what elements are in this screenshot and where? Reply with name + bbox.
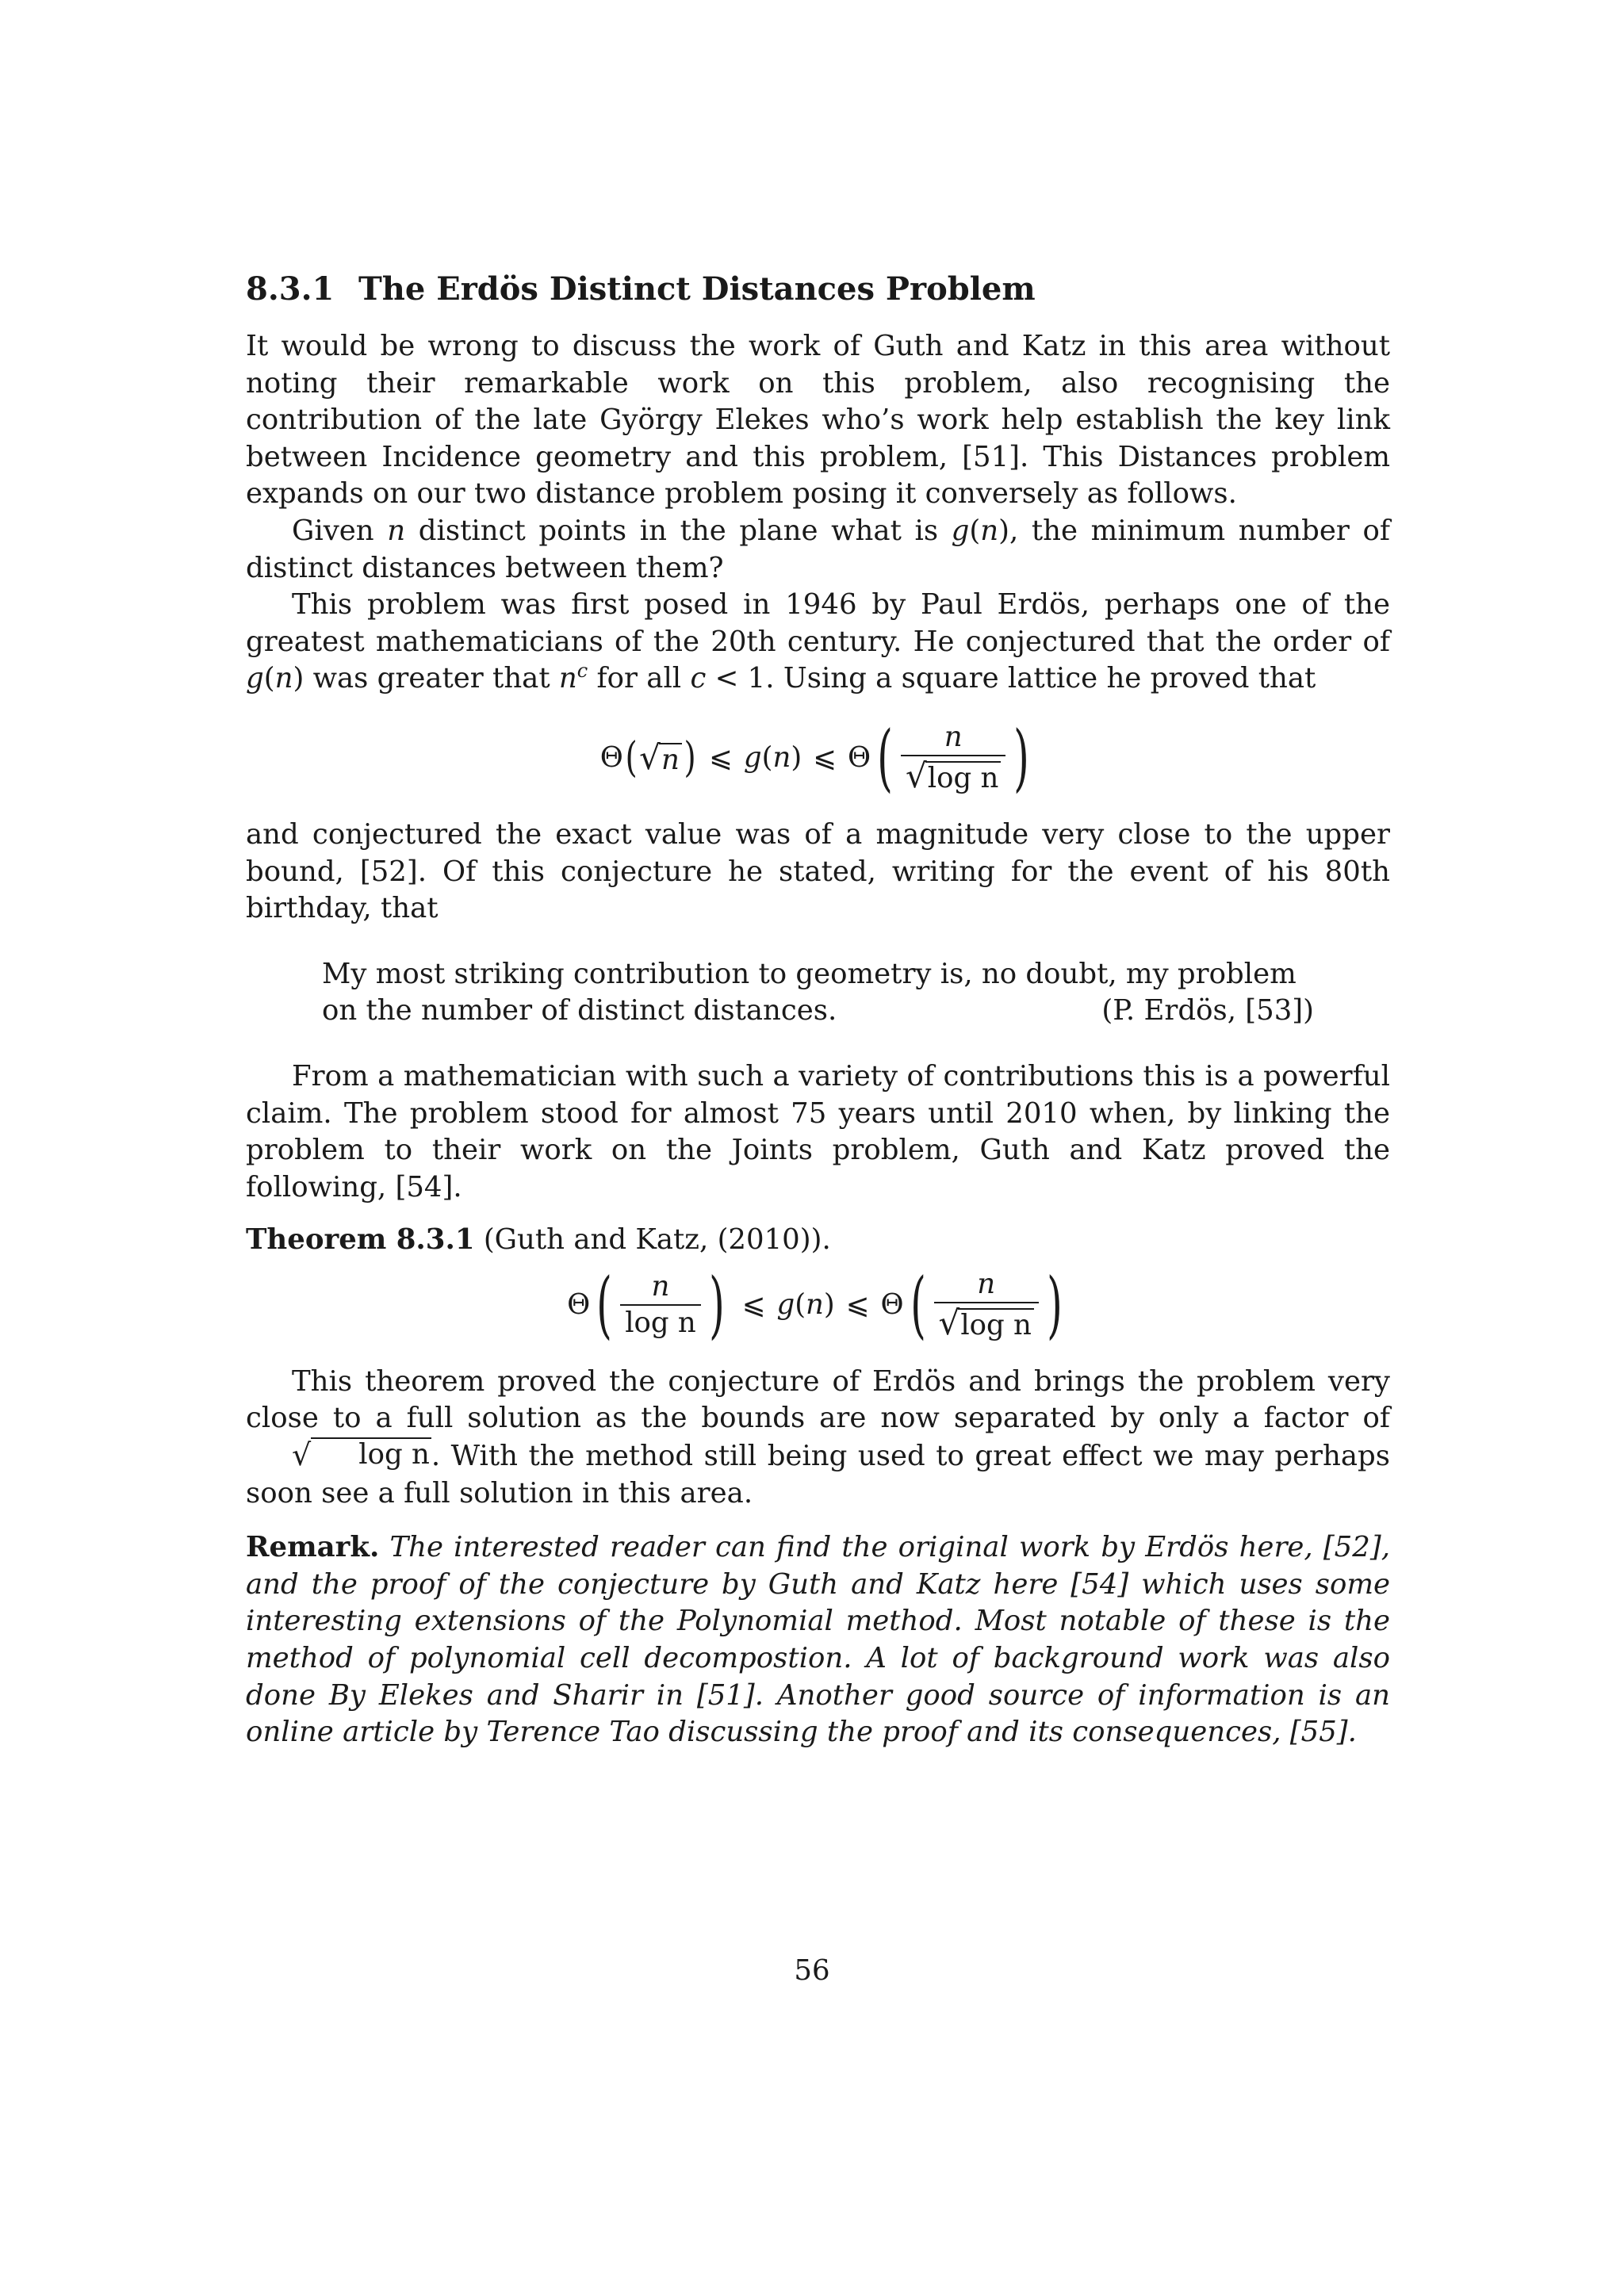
quote-attribution: (P. Erdös, [53]) bbox=[1101, 994, 1314, 1027]
paragraph-intro: It would be wrong to discuss the work of Guth and Katz in this area without noting their remarkable work on this problem, also recognising the contribution of the late György Elekes who’s work help establish the key link between Incidence geometry and this problem, [51]. This Distances problem expands on our two distance problem posing it conversely as follows. bbox=[246, 330, 1390, 511]
remark-label: Remark. bbox=[246, 1531, 380, 1564]
quote-text: My most striking contribution to geometry is, no doubt, my problem on the number of distinct distances. bbox=[322, 957, 1297, 1027]
paragraph-claim: From a mathematician with such a variety of contributions this is a powerful claim. The problem stood for almost 75 years until 2010 when, by linking the problem to their work on the Joints problem, Guth and Katz proved the following, [54]. bbox=[246, 1059, 1390, 1203]
theorem-statement bbox=[246, 1222, 1390, 1259]
section-number: 8.3.1 bbox=[246, 270, 335, 308]
blockquote-erdos bbox=[322, 956, 1314, 1030]
paragraph-conclusion: This theorem proved the conjecture of Erdös and brings the problem very close to a full solution as the bounds are now separated by only a factor of √ log n . With the method still being used to great effect we may perhaps soon see a full solution in this area. bbox=[246, 1364, 1390, 1510]
remark-text: The interested reader can find the original work by Erdös here, [52], and the proof of the conjecture by Guth and Katz here [54] which uses some interesting extensions of the Polynomial method. Most notable of these is the method of polynomial cell decompostion. A lot of background work was also done By Elekes and Sharir in [51]. Another good source of information is an online article by Terence Tao discussing the proof and its consequences, [55]. bbox=[246, 1531, 1390, 1749]
paragraph-question: Given n distinct points in the plane what is g(n), the minimum number of distinct distances between them? bbox=[246, 514, 1390, 584]
remark-block bbox=[246, 1529, 1390, 1751]
page-body bbox=[246, 270, 1390, 1751]
section-title: The Erdös Distinct Distances Problem bbox=[358, 270, 1036, 308]
equation-erdos-bounds: Θ ( √ n ) ⩽ g ( n ) ⩽ Θ ( n √ log n ) bbox=[599, 714, 1030, 800]
paragraph-history: This problem was first posed in 1946 by Paul Erdös, perhaps one of the greatest mathematicians of the 20th century. He conjectured that the order of g(n) was greater that $n^c$ for all c < 1. Using a square lattice he proved that bbox=[246, 588, 1390, 695]
section-heading bbox=[246, 270, 1390, 309]
page-number: 56 bbox=[794, 1954, 830, 1987]
theorem-note: (Guth and Katz, (2010)). bbox=[483, 1223, 831, 1257]
equation-guth-katz: Θ ( $\frac{n}{\text{log n}}$ ) ⩽ g ( n ) ⩽ Θ ( n √ log n ) bbox=[567, 1261, 1063, 1347]
paragraph-conjecture: and conjectured the exact value was of a magnitude very close to the upper bound, [52]. Of this conjecture he stated, writing for the event of his 80th birthday, that bbox=[246, 817, 1390, 925]
theorem-label: Theorem 8.3.1 bbox=[246, 1223, 475, 1257]
